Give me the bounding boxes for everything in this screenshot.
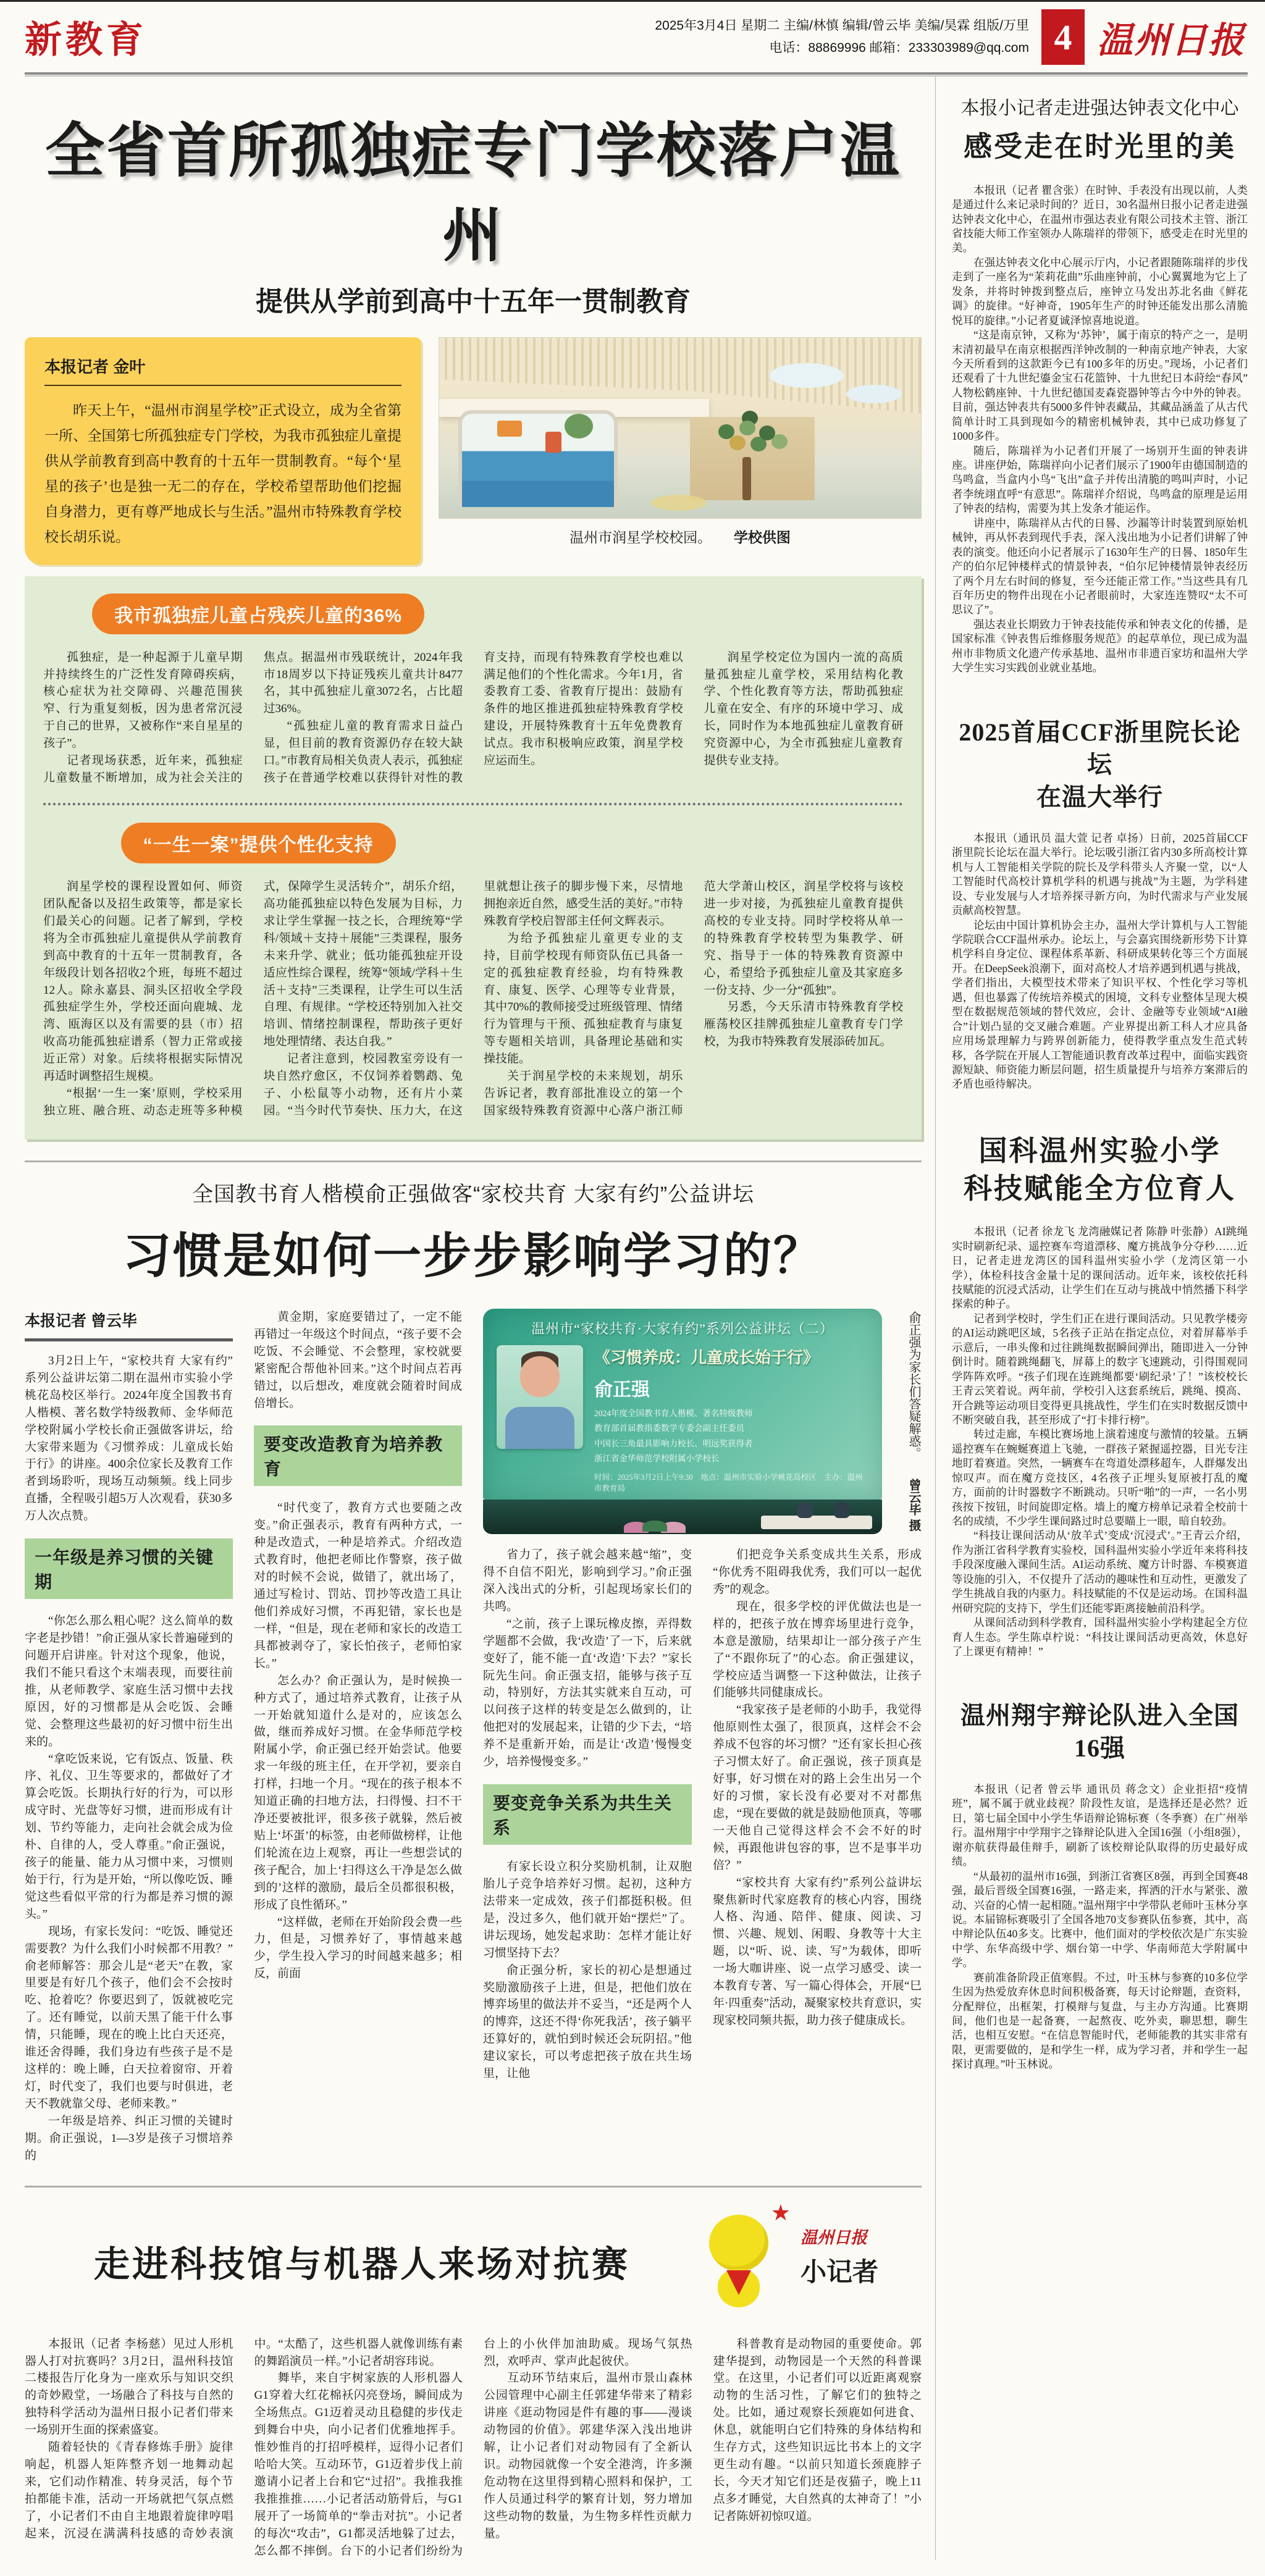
body-paragraph: “拿吃饭来说，它有饭点、饭量、秩序、礼仪、卫生等要求的，都做好了才算会吃饭。长期执行好的行为，可以形成守时、光盘等好习惯，进而形成有计划、节约等能力，走向社会就会成为俭朴、自律的人，受人尊重。”俞正强说，孩子的能量、能力从习惯中来，习惯则始于行，行为是开始，“所以像吃饭、睡觉这些看似平常的行为都是养习惯的源头。”: [25, 1752, 233, 1921]
forum-column-1: [25, 1309, 233, 2165]
sidebar-column: [935, 77, 1248, 2560]
body-paragraph: “这是南京钟，又称为‘苏钟’，属于南京的特产之一，是明末清初最早在南京根据西洋钟改制的一种南京地产钟表，大家今天所看到的这款距今已有100多年的历史。”现场，小记者们还观看了十九世纪鎏金宝石花篮钟、十九世纪日本莳绘“春风”人物松鹤座钟、十九世纪德国麦森瓷器钟等古今中外的钟表。目前，强达钟表共有5000多件钟表藏品，其藏品涵盖了从古代简单计时工具到现如今的精密机械钟表，其中已成功修复了1000多件。: [952, 329, 1248, 443]
stage-table: [761, 1516, 872, 1529]
body-paragraph: 们把竞争关系变成共生关系，形成“你优秀不阻碍我优秀，我们可以一起优秀”的观念。: [713, 1548, 922, 1596]
bottom-columns: [25, 2336, 922, 2560]
section1-columns: [43, 649, 903, 787]
article-guoke-school: [952, 1133, 1248, 1659]
ccf-headline-line1: 2025首届CCF浙里院长论坛: [959, 718, 1241, 779]
debate-headline: 温州翔宇辩论队进入全国16强: [960, 1701, 1239, 1763]
body-paragraph: 有家长设立积分奖励机制，让双胞胎儿子竞争培养好习惯。起初，这种方法带来一定成效，孩子们都挺积极。但是，没过多久，他们就开始“摆烂”了。讲坛现场，她发起求助：怎样才能让好习惯坚持下去？: [483, 1860, 692, 1960]
section-divider: [25, 2186, 922, 2188]
photo-courtyard-opening: [458, 410, 617, 508]
forum-subhead-3: 要变竞争关系为共生关系: [483, 1784, 692, 1845]
ccf-headline-line2: 在温大举行: [1036, 783, 1163, 812]
slide-series-title: 温州市“家校共育·大家有约”系列公益讲坛（二）: [531, 1320, 834, 1336]
body-paragraph: 一年级是培养、纠正习惯的关键时期。俞正强说，1—3岁是孩子习惯培养的: [25, 2114, 233, 2162]
logo-paper-name: 温州日报: [800, 2228, 867, 2247]
pill-heading-row: [43, 594, 473, 634]
stage-flowers: [642, 1521, 667, 1532]
edition-meta: [655, 15, 1029, 59]
body-paragraph: “我家孩子是老师的小助手，我觉得他原则性太强了，很顶真，这样会不会养成不包容的坏习惯？”还有家长担心孩子习惯太好了。俞正强说，孩子顶真是好事，好习惯在对的路上会生出另一个好的习惯，家长没有必要对不对都焦虑，“现在要做的就是鼓励他顶真，等哪一天他自己觉得这样会不会不好的时候，再跟他讲包容的事，岂不是事半功倍？”: [713, 1703, 922, 1872]
portrait-shirt: [505, 1407, 574, 1449]
photo-courtyard-tree: [565, 414, 593, 438]
slide-footer: 时间：2025年3月2日上午9:30 地点：温州市实验小学桃花岛校区 主办：温州市教育局: [594, 1473, 863, 1493]
edition-meta-line2: 电话：88869996 邮箱：233303989@qq.com: [769, 41, 1029, 55]
body-paragraph: 黄金期，家庭要错过了，一定不能再错过一年级这个时间点，“孩子要不会吃饭、不会睡觉、不会整理，家校就要紧密配合帮他补回来。”这个时间点若再错过，以后想改，难度就会随着时间成倍增长。: [254, 1310, 462, 1410]
body-paragraph: 从课间活动到科学教育，国科温州实验小学构建起全方位育人生态。学生陈卓柠说：“科技让课间活动更高效，休息好了上课更有精神！”: [952, 1616, 1248, 1658]
body-paragraph: 俞正强分析，家长的初心是想通过奖励激励孩子上进，但是，把他们放在博弈场里的做法并不妥当，“还是两个人的博弈，这还不得‘你死我活’，孩子躺平还算好的，就怕到时候还会玩阴招。”他建议家长，可以考虑把孩子放在共生场里，让他: [483, 1963, 692, 2081]
body-paragraph: 互动环节结束后，温州市景山森林公园管理中心副主任郭建华带来了精彩讲座《逛动物园是件有趣的事——漫谈动物园的价值》。郭建华深入浅出地讲解，让小记者们对动物园有了全新认识。动物园就像一个安全港湾，许多濒危动物在这里得到精心照料和保护，工作人员通过科学的繁育计划，努力增加这些动物的数量，为生物多样性贡献力量。: [484, 2372, 692, 2540]
body-paragraph: 怎么办？俞正强认为，是时候换一种方式了，通过培养式教育，让孩子从一开始就知道什么是对的，应该怎么做，继而养成好习惯。在金华师范学校附属小学，俞正强已经开始尝试。他要求一年级的班主任，在开学初，要亲自打样，扫地一个月。“现在的孩子根本不知道正确的扫地方法，扫得慢、扫不干净还要被批评，很多孩子就躲，然后被贴上‘坏蛋’的标签，由老师做榜样，让他们轮流在边上观察，再让一些想尝试的孩子配合，加上‘扫得这么干净是怎么做到的’这样的激励，最后全员都很积极，形成了良性循环。”: [254, 1674, 462, 1911]
page-content: [25, 77, 1248, 2560]
photo-skylight: [770, 363, 844, 388]
forum-photo: [483, 1309, 882, 1534]
masthead-row: [25, 2, 1248, 72]
body-paragraph: 转过走廊，车模比赛场地上演着速度与激情的较量。五辆遥控赛车在蜿蜒赛道上飞驰，一群孩子紧握遥控器，目光专注地盯着赛道。突然，一辆赛车在弯道处漂移超车，人群爆发出惊叹声。而在魔方竞技区，4名孩子正埋头复原被打乱的魔方，面前的计时器数字不断跳动。只听“啪”的一声，一名小男孩按下按钮，时间旋即定格。墙上的魔方榜单记录着全校前十名的成绩，不少学生课间路过时总要瞄上一眼，暗自较劲。: [952, 1428, 1248, 1528]
section2-columns: [43, 878, 903, 1120]
forum-column-4: [713, 1546, 922, 2083]
body-paragraph: 记者现场获悉，近年来，孤独症儿童数量不断增加，成为社会关注的焦点。据温州市残联统计，2024年我市18周岁以下持证残疾儿童共计8477名，其中孤独症儿童3072名，占比超过36%。: [43, 650, 463, 785]
bottom-headline: 走进科技馆与机器人来场对抗赛: [93, 2244, 630, 2284]
guoke-headline-line2: 科技赋能全方位育人: [964, 1172, 1236, 1204]
clock-article-kicker: 本报小记者走进强达钟表文化中心: [960, 98, 1239, 119]
school-photo-figure: [439, 337, 922, 565]
logo-label: 小记者: [800, 2257, 878, 2287]
body-paragraph: “从最初的温州市16强，到浙江省赛区8强，再到全国赛48强，最后晋级全国赛16强，一路走来，挥洒的汗水与紧张、激动、兴奋的心情一起相随。”温州翔宇中学带队老师叶玉林分享说。本届锦标赛吸引了全国各地70支参赛队伍参赛，其中，高中辩论队伍40多支。比赛中，他们面对的学校依次是广东实验中学、东华高级中学、烟台第一中学、华南师范大学附属中学。: [952, 1869, 1248, 1970]
body-paragraph: 舞毕，来自宇树家族的人形机器人G1穿着大红花棉袄闪亮登场，瞬间成为全场焦点。G1迈着灵动且稳健的步伐走到舞台中央，向小记者们优雅地挥手。惟妙惟肖的打招呼模样，逗得小记者们哈哈大笑。互动环节，G1迈着步伐上前邀请小记者上台和它“过招”。我推我推我推推推……小记者活动筋骨后，与G1展开了一场简单的“拳击对抗”。小记者的每次“攻击”，G1都灵活地躲了过去，怎么都不摔倒。台下的小记者们纷纷为台上的小伙伴加油助威。现场气氛热烈，欢呼声、掌声此起彼伏。: [254, 2337, 692, 2557]
body-paragraph: 另悉，今天乐清市特殊教育学校雁荡校区挂牌孤独症儿童教育专门学校，为我市特殊教育发展添砖加瓦。: [704, 1001, 903, 1049]
body-paragraph: 本报讯（记者 曾云毕 通讯员 蒋念文）企业拒招“疫情班”，属不属于就业歧视？阶段性友谊，是选择还是必然？近日，第七届全国中小学生华语辩论锦标赛（冬季赛）在广州举行。温州翔宇中学翔宇之锋辩论队进入全国16强（小组8强），谢亦航获得最佳辩手，刷新了该校辩论队取得的历史最好成绩。: [952, 1783, 1248, 1868]
forum-column-3: [483, 1546, 692, 2083]
lead-body-box: [25, 576, 922, 1139]
body-paragraph: “根据‘一生一案’原则，学校采用独立班、融合班、动态走班等多种模式，保障学生灵活转介”，胡乐介绍，高功能孤独症以特色发展为目标，力求让学生掌握一技之长，合理统筹“学科/领域＋支持＋展能”三类课程，服务未来升学、就业；低功能孤独症开设适应性综合课程，统筹“领域/学科＋生活＋支持”三类课程，让学生可以生活自理、有规律。“学校还特别加入社交培训、情绪控制课程，帮助孩子更好地处理情绪、表达自我。”: [43, 880, 463, 1117]
forum-right-region: [483, 1309, 922, 2165]
lead-headline: 全省首所孤独症专门学校落户温州: [45, 118, 901, 269]
caption-text: 温州市润星学校校园。: [569, 530, 712, 545]
forum-photo-figure: [483, 1309, 922, 1534]
newspaper-masthead: 温州日报: [1096, 20, 1245, 61]
body-paragraph: “这样做，老师在开始阶段会费一些力，但是，习惯养好了，事情越来越少，学生投入学习的时间越来越多；相反，前面: [254, 1915, 462, 1981]
body-paragraph: 记者注意到，校园教室旁设有一块自然疗愈区，不仅饲养着鹦鹉、兔子、小松鼠等小动物，还有片小菜园。“当今时代节奏快、压力大，在这里就想让孩子的脚步慢下来，尽情地拥抱亲近自然，感受生活的美好。”市特殊教育学校启智部主任何文辉表示。: [263, 880, 683, 1117]
photo-floor-marking: [651, 495, 707, 511]
body-paragraph: “科技让课间活动从‘放羊式’变成‘沉浸式’。”王青云介绍，作为浙江省科学教育实验校，国科温州实验小学近年来将科技手段深度融入课间生活。AI运动系统、魔方计时器、车模赛道等设施的引入，不仅提升了活动的趣味性和互动性，更激发了学生挑战自我的内驱力。科技赋能的不仅是运动场。在国科温州研究院的支持下，学生们还能零距离接触前沿科学。: [952, 1529, 1248, 1614]
mascot-illustration: [705, 2202, 792, 2311]
body-paragraph: 润星学校定位为国内一流的高质量孤独症儿童学校，采用结构化教学、个性化教育等方法，帮助孤独症儿童在安全、有序的环境中学习、成长，同时作为本地孤独症儿童教育研究资源中心，为全市孤独症儿童教育提供专业支持。: [704, 650, 903, 768]
body-paragraph: “家校共育 大家有约”系列公益讲坛聚焦新时代家庭教育的核心内容，围绕人格、沟通、陪伴、健康、阅读、习惯、兴趣、规划、闲暇、身教等十大主题，以“听、说、读、写”为载体，即听一场大咖讲座、说一点学习感受、读一本教育专著、写一篇心得体会，开展“巳年·四重奏”活动，凝聚家校共育意识，实现家校同频共振，助力孩子健康成长。: [713, 1876, 922, 2027]
body-paragraph: 科普教育是动物园的重要使命。郭建华提到，动物园是一个天然的科普课堂。在这里，小记者们可以近距离观察动物的生活习性，了解它们的独特之处。比如，通过观察长颈鹿如何进食、休息，就能明白它们特殊的身体结构和生存方式，这些知识远比书本上的文字更生动有趣。“以前只知道长颈鹿脖子长，今天才知它们还是夜猫子，晚上11点多才睡觉，大自然真的太神奇了！”小记者陈妍初惊叹道。: [713, 2337, 922, 2523]
caption-credit: 曾云毕 摄: [907, 1478, 920, 1532]
body-paragraph: 在强达钟表文化中心展示厅内，小记者跟随陈瑞祥的步伐走到了一座名为“茉莉花曲”乐曲座钟前，小心翼翼地为它上了发条，并将时钟拨到整点后，座钟立马发出苏北名曲《鲜花调》的旋律。“好神奇，1905年生产的时钟还能发出那么清脆悦耳的旋律。”小记者夏诚泽惊喜地说道。: [952, 256, 1248, 327]
body-paragraph: 讲座中，陈瑞祥从古代的日晷、沙漏等计时装置到原始机械钟，再从怀表到现代手表，深入浅出地为小记者们讲解了钟表的演变。他还向小记者展示了1630年生产的日晷、1850年生产的伯尔尼钟楼样式的情景钟表，“伯尔尼钟楼情景钟表经历了两个月左右时间的修复，至今还能正常工作。”当这些具有几百年历史的物件出现在小记者眼前时，大家连连赞叹“太不可思议了”。: [952, 516, 1248, 616]
photo-wood-wall: [690, 417, 815, 500]
mascot-head: [709, 2215, 768, 2272]
body-paragraph: 论坛由中国计算机协会主办，温州大学计算机与人工智能学院联合CCF温州承办。论坛上，与会嘉宾围绕新形势下计算机学科自身定位、课程体系革新、科研成果转化等三个方面展开。在DeepSeek浪潮下，面对高校人才培养遇到机遇与挑战，学者们指出，大模型技术带来了知识平权、个性化学习等机遇，但也暴露了传统培养模式的困境，文科专业整体呈现大模型在数据规范领域的替代效应，会计、金融等专业领域“AI融合”计划凸显的交叉融合难题。产业界提出新工科人才应具备应用场景理解力与跨界创新能力，使得教学重点发生范式转移，各学院在开展人工智能通识教育改革过程中，面临实践资源短缺、师资能力断层问题，招生质量提升与培养方案滞后的矛盾也亟待解决。: [952, 918, 1248, 1091]
body-paragraph: “你怎么那么粗心呢？这么简单的数字老是抄错！”俞正强从家长普遍碰到的问题开启讲座。针对这个现象，他说，我们不能只看这个末端表现，而要往前推，从老师教学、家庭生活习惯中去找原因，好的习惯都是从会吃饭、会睡觉、会整理这些最初的好习惯中衍生出来的。: [25, 1614, 233, 1748]
school-photo-illustration: [439, 337, 922, 519]
article-autism-school: [25, 104, 922, 1139]
section2-pill-heading: “一生一案”提供个性化支持: [121, 823, 396, 863]
article-science-museum: [25, 2202, 922, 2560]
slide-speaker-titles: [594, 1406, 868, 1466]
lead-intro-box: [25, 337, 421, 565]
slide-speaker-name: 俞正强: [594, 1379, 650, 1400]
section-name: 新教育: [25, 19, 147, 61]
forum-byline: 本报记者 曾云毕: [25, 1309, 233, 1341]
body-paragraph: 孤独症，是一种起源于儿童早期并持续终生的广泛性发育障碍疾病，核心症状为社交障碍、兴趣范围狭窄、行为重复刻板，因为患者常沉浸于自己的世界，又被称作“来自星星的孩子”。: [43, 650, 243, 750]
body-paragraph: 现场，有家长发问：“吃饭、睡觉还需要教？为什么我们小时候都不用教？”俞老师解答：那会儿是“老天”在教，家里要是有好几个孩子，他们会不会按时吃、抢着吃？你要迟到了，饭就被吃完了。还有睡觉，以前天黑了能干什么事情，只能睡，现在的晚上比白天还亮，谁还舍得睡，我们身边有些孩子是不是这样的：晚上睡，白天拉着窗帘、开着灯，时代变了，我们也要与时俱进，老天不教就靠父母、老师来教。”: [25, 1924, 233, 2110]
body-paragraph: 关于润星学校的未来规划，胡乐告诉记者，教育部批准设立的第一个国家级特殊教育资源中心落户浙江师范大学萧山校区，润星学校将与该校进一步对接，为孤独症儿童教育提供高校的专业支持。同时学校将从单一的特殊教育学校转型为集教学、研究、指导于一体的特殊教育资源中心，希望给予孤独症儿童及其家庭多一份支持、少一分“孤独”。: [484, 880, 903, 1117]
article-ccf-forum: [952, 716, 1248, 1092]
lead-intro-paragraph: 昨天上午，“温州市润星学校”正式设立，成为全省第一所、全国第七所孤独症专门学校，为我市孤独症儿童提供从学前教育到高中教育的十五年一贯制教育。“每个‘星星的孩子’也是独一无二的存在，学校希望帮助他们挖掘自身潜力，更有尊严地成长与生活。”温州市特殊教育学校校长胡乐说。: [44, 403, 401, 545]
forum-lower-columns: [483, 1546, 922, 2083]
caption-text: 俞正强为家长们答疑解惑。: [907, 1311, 920, 1459]
photo-tree-mural-trunk: [742, 457, 751, 500]
speaker-title-line: 中国长三角最具影响力校长、明远奖获得者: [594, 1438, 753, 1448]
body-paragraph: 赛前准备阶段正值寒假。不过，叶玉林与参赛的10多位学生因为热爱放弃休息时间积极备赛，每天讨论辩题，查资料，分配辩位，出框架，打模辩与复盘，与主办方沟通。比赛期间，他们也是一起备赛，一起熬夜、吃外卖，聊思想，聊生活，也相互安慰。“在信息智能时代，老师能教的其实非常有限，更需要做的，是和学生一样，成为学习者，并和学生一起探讨真理。”叶玉林说。: [952, 1971, 1248, 2071]
body-paragraph: 润星学校的课程设置如何、师资团队配备以及招生政策等，都是家长们最关心的问题。记者了解到，学校将为全市孤独症儿童提供从学前教育到高中教育的十五年一贯制教育，各年级段计划各招收2个班，每班不超过12人。除永嘉县、洞头区招收全学段孤独症学生外，学校还面向鹿城、龙湾、瓯海区以及有需要的县（市）招收高功能孤独症谱系（智力正常或接近正常）对象。后续将根据实际情况再适时调整招生规模。: [43, 880, 243, 1083]
slide-info: [583, 1345, 868, 1493]
forum-subhead-2: 要变改造教育为培养教育: [254, 1425, 462, 1486]
page-number-badge: 4: [1041, 9, 1085, 65]
lead-subheadline: 提供从学前到高中十五年一贯制教育: [256, 287, 691, 317]
body-paragraph: “之前，孩子上课玩橡皮擦，弄得数学题都不会做，我‘改造’了一下，后来就变好了，能不能一直‘改造’下去？”家长阮先生问。俞正强支招，能够与孩子互动，特别好，方法其实就来自互动，可以问孩子这样的转变是怎么做到的，让他把对的发展起来，让错的少下去，“培养不是重新开始，而是让‘改造’慢慢变少，培养慢慢变多。”: [483, 1617, 692, 1769]
body-paragraph: 本报讯（记者 李杨慈）见过人形机器人打对抗赛吗？3月2日，温州科技馆二楼报告厅化身为一座欢乐与知识交织的奇妙殿堂，一场融合了科技与自然的独特科学活动为温州日报小记者们带来一场别开生面的探索盛宴。: [25, 2337, 233, 2437]
article-clock-center: [952, 93, 1248, 676]
junior-reporter-logo: [705, 2202, 878, 2311]
dotted-divider: [43, 803, 903, 805]
body-paragraph: 强达表业长期致力于钟表技能传承和钟表文化的传播，是国家标准《钟表售后维修服务规范》的起草单位，现已成为温州市非物质文化遗产传承基地、温州市非遗百家坊和温州大学大学生实习实践创业就业基地。: [952, 618, 1248, 674]
school-photo-caption: [439, 526, 922, 547]
article-debate-team: [952, 1700, 1248, 2071]
body-paragraph: 本报讯（通讯员 温大萱 记者 卓扬）日前，2025首届CCF浙里院长论坛在温大举行。论坛吸引浙江省内30多所高校计算机与人工智能相关学院的院长及学科带头人齐聚一堂，以“人工智能时代高校计算机学科的机遇与挑战”为主题，为学科建设、专业发展与人才培养探寻新方向，为时代需求与产业发展贡献高校智慧。: [952, 831, 1248, 917]
header-divider: [25, 72, 1248, 77]
guoke-headline: [952, 1133, 1248, 1207]
speaker-title-line: 浙江省金华师范学校附属小学校长: [594, 1453, 720, 1463]
main-column: [25, 77, 922, 2560]
masthead-right: [655, 9, 1245, 65]
pill-heading-row: [43, 823, 473, 863]
speaker-title-line: 2024年度全国教书育人楷模、著名特级教师: [594, 1408, 753, 1418]
body-paragraph: “孤独症儿童的教育需求日益凸显，但目前的教育资源仍存在较大缺口。”市教育局相关负责人表示，孤独症孩子在普通学校难以获得针对性的教育支持，而现有特殊教育学校也难以满足他们的个性化需求。今年1月，省委教育工委、省教育厅提出：鼓励有条件的地区推进孤独症特殊教育学校建设，开展特殊教育十五年免费教育试点。我市积极响应政策，润星学校应运而生。: [263, 650, 683, 785]
forum-photo-caption: [889, 1309, 922, 1534]
slide-topic: 《习惯养成：儿童成长始于行》: [594, 1348, 820, 1367]
page-header: [25, 2, 1248, 77]
clock-article-headline: 感受走在时光里的美: [964, 131, 1236, 162]
photo-playground-equipment: [545, 432, 561, 453]
body-paragraph: 随着轻快的《青春修炼手册》旋律响起，机器人矩阵整齐划一地舞动起来，它们动作精准、转身灵活，每个节拍都能卡准，活动一开场就把气氛点燃了，小记者们不由自主地跟着旋律哼唱起来，沉浸在满满科技感的奇妙表演中。“太酷了，这些机器人就像训练有素的舞蹈演员一样。”小记者胡容玮说。: [25, 2337, 463, 2540]
body-paragraph: 本报讯（记者 瞿含张）在时钟、手表没有出现以前，人类是通过什么来记录时间的？近日，30名温州日报小记者走进强达钟表文化中心，在温州市强达表业有限公司技术主管、浙江省技能大师工作室领办人陈瑞祥的带领下，感受走在时光里的美。: [952, 183, 1248, 254]
logo-text: [801, 2224, 878, 2289]
lead-top-row: [25, 337, 922, 565]
body-paragraph: 现在，很多学校的评优做法也是一样的，把孩子放在博弈场里进行竞争，本意是激励，结果却让一部分孩子产生了“不跟你玩了”的心态。俞正强建议，学校应适当调整一下这种做法，让孩子们能够共同健康成长。: [713, 1600, 922, 1700]
forum-column-2: [254, 1309, 462, 2165]
forum-grid: [25, 1309, 922, 2165]
stage-person: [834, 1502, 850, 1518]
forum-kicker: 全国教书育人楷模俞正强做客“家校共育 大家有约”公益讲坛: [191, 1182, 755, 1206]
forum-stage: [483, 1500, 882, 1534]
forum-headline: 习惯是如何一步步影响学习的？: [122, 1228, 823, 1283]
body-paragraph: 随后，陈瑞祥为小记者们开展了一场别开生面的钟表讲座。讲座伊始，陈瑞祥向小记者们展示了1900年由德国制造的鸟鸣盒，当盒内小鸟“飞出”盒子并传出清脆的鸣叫声时，小记者李统翊直呼“有意思”。陈瑞祥介绍说，鸟鸣盒的原理是运用了钟表的结构，需要为其上发条才能运作。: [952, 444, 1248, 515]
section-divider: [25, 1160, 922, 1162]
guoke-headline-line1: 国科温州实验小学: [978, 1135, 1221, 1167]
body-paragraph: 3月2日上午，“家校共育 大家有约”系列公益讲坛第二期在温州市实验小学桃花岛校区举行。2024年度全国教书育人楷模、著名数学特级教师、金华师范学校附属小学校长俞正强做客讲坛，给大家带来题为《习惯养成：儿童成长始于行》的讲座。400余位家长及教育工作者到场聆听，现场互动频频。线上同步直播，全程吸引超5万人次观看，获30多万人次点赞。: [25, 1354, 233, 1523]
star-icon: ★: [770, 2200, 791, 2225]
stage-person: [797, 1502, 813, 1518]
portrait-face: [520, 1356, 560, 1397]
ccf-headline: [952, 716, 1248, 814]
body-paragraph: 记者到学校时，学生们正在进行课间活动。只见教学楼旁的AI运动跳吧区域，5名孩子正站在指定点位，对着屏幕举手示意后，一串头像和过往跳绳数据瞬间弹出，随即进入一分钟倒计时。随着跳绳翻飞，屏幕上的数字飞速跳动，引得围观同学阵阵欢呼。“孩子们现在连跳绳都要‘刷纪录’了！”该校校长王青云笑着说。两年前，学校引入这套系统后，跳绳、摸高、开合跳等运动项目变得更具挑战性，学生们在实时数据反馈中不断突破自我，甚至形成了“打卡排行榜”。: [952, 1312, 1248, 1426]
bottom-headline-row: [25, 2202, 922, 2320]
section1-pill-heading: 我市孤独症儿童占残疾儿童的36%: [92, 594, 424, 634]
mascot-scarf: [726, 2270, 751, 2295]
article-habits-forum: [25, 1177, 922, 2165]
forum-subhead-1: 一年级是养习惯的关键期: [25, 1538, 233, 1599]
body-paragraph: 本报讯（记者 徐龙飞 龙湾融媒记者 陈静 叶张静）AI跳绳实时刷新纪录、遥控赛车弯道漂移、魔方挑战争分夺秒……近日，记者走进龙湾区的国科温州实验小学（龙湾区第一小学），体检科技含金量十足的课间活动。近年来，该校依托科技赋能的沉浸式活动，让学生们在互动与挑战中悄然播下科学探索的种子。: [952, 1225, 1248, 1311]
lead-byline: 本报记者 金叶: [44, 355, 401, 386]
photo-skylight: [846, 385, 902, 403]
forum-slide-screen: [483, 1309, 882, 1500]
photo-playground-equipment: [497, 421, 522, 437]
slide-body: [497, 1345, 868, 1493]
body-paragraph: 省力了，孩子就会越来越“缩”，变得不自信不阳光，影响到学习。”俞正强深入浅出式的分析，引起现场家长们的共鸣。: [483, 1548, 692, 1613]
edition-meta-line1: 2025年3月4日 星期二 主编/林慎 编辑/曾云毕 美编/昊霖 组版/万里: [655, 19, 1029, 33]
body-paragraph: “时代变了，教育方式也要随之改变。”俞正强表示，教育有两种方式，一种是改造式，一种是培养式。介绍改造式教育时，他把老师比作警察，孩子做对的时候不会说，做错了，就出场了，通过写检讨、罚站、罚抄等改造工具让他们养成好习惯，不再犯错，家长也是一样，“但是，现在老师和家长的改造工具都被剥夺了，家长怕孩子，老师怕家长。”: [254, 1501, 462, 1670]
speaker-title-line: 教育部首届教指委数学专委会副主任委员: [594, 1424, 744, 1433]
body-paragraph: 为给予孤独症儿童更专业的支持，目前学校现有师资队伍已具备一定的孤独症教育经验，均有特殊教育、康复、医学、心理等专业背景，其中70%的教师接受过班级管理、情绪行为管理与干预、孤独症教育与康复等专题相关培训，具备理论基础和实操技能。: [484, 931, 683, 1066]
caption-credit: 学校供图: [733, 529, 791, 545]
speaker-portrait: [497, 1345, 583, 1449]
